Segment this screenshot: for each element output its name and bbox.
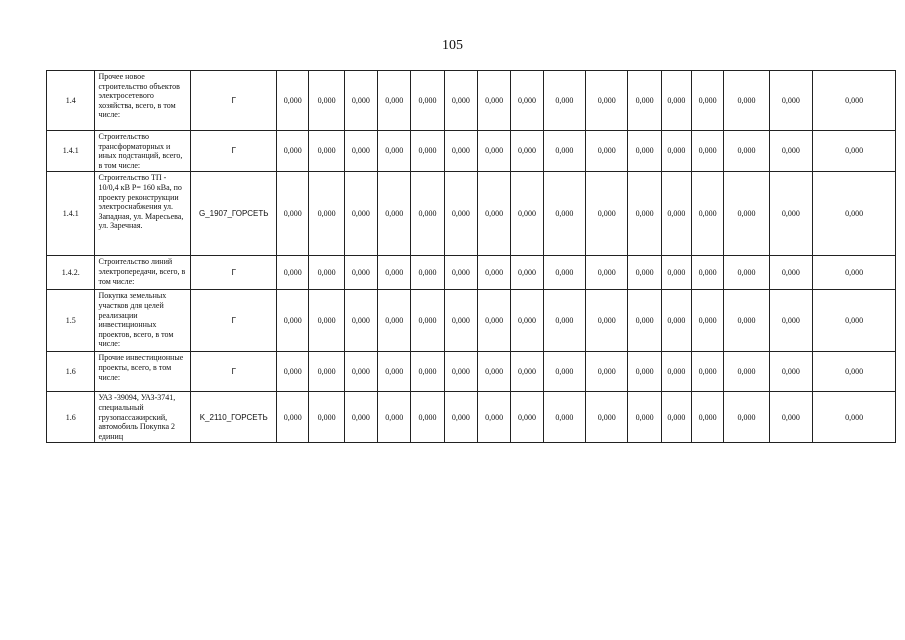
value-cell: 0,000 xyxy=(813,131,896,172)
value-cell: 0,000 xyxy=(277,131,309,172)
value-cell: 0,000 xyxy=(511,352,543,392)
row-name: Строительство ТП - 10/0,4 кВ Р= 160 кВа, по проекту реконструкции электроснабжения ул. Западная, ул. Маресьева, ул. Заречная. xyxy=(95,172,191,256)
value-cell: 0,000 xyxy=(661,352,691,392)
value-cell: 0,000 xyxy=(411,71,444,131)
row-code: Г xyxy=(191,256,277,290)
value-cell: 0,000 xyxy=(661,172,691,256)
value-cell: 0,000 xyxy=(277,352,309,392)
value-cell: 0,000 xyxy=(411,290,444,352)
value-cell: 0,000 xyxy=(277,290,309,352)
value-cell: 0,000 xyxy=(411,352,444,392)
value-cell: 0,000 xyxy=(344,352,377,392)
value-cell: 0,000 xyxy=(309,172,344,256)
row-id: 1.6 xyxy=(47,352,95,392)
row-code: Г xyxy=(191,71,277,131)
value-cell: 0,000 xyxy=(813,392,896,443)
value-cell: 0,000 xyxy=(444,131,477,172)
value-cell: 0,000 xyxy=(309,256,344,290)
value-cell: 0,000 xyxy=(628,172,661,256)
value-cell: 0,000 xyxy=(478,392,511,443)
value-cell: 0,000 xyxy=(511,290,543,352)
value-cell: 0,000 xyxy=(724,256,769,290)
investment-table xyxy=(46,70,896,443)
value-cell: 0,000 xyxy=(661,290,691,352)
value-cell: 0,000 xyxy=(661,71,691,131)
value-cell: 0,000 xyxy=(724,392,769,443)
value-cell: 0,000 xyxy=(813,352,896,392)
value-cell: 0,000 xyxy=(813,71,896,131)
row-id: 1.4.1 xyxy=(47,131,95,172)
value-cell: 0,000 xyxy=(309,392,344,443)
value-cell: 0,000 xyxy=(378,172,411,256)
row-code: K_2110_ГОРСЕТЬ xyxy=(191,392,277,443)
value-cell: 0,000 xyxy=(769,352,812,392)
value-cell: 0,000 xyxy=(344,392,377,443)
value-cell: 0,000 xyxy=(769,256,812,290)
value-cell: 0,000 xyxy=(478,172,511,256)
value-cell: 0,000 xyxy=(692,290,724,352)
value-cell: 0,000 xyxy=(692,392,724,443)
value-cell: 0,000 xyxy=(444,352,477,392)
row-name: Прочие инвестиционные проекты, всего, в том числе: xyxy=(95,352,191,392)
value-cell: 0,000 xyxy=(411,256,444,290)
value-cell: 0,000 xyxy=(628,71,661,131)
value-cell: 0,000 xyxy=(309,131,344,172)
value-cell: 0,000 xyxy=(478,71,511,131)
value-cell: 0,000 xyxy=(378,131,411,172)
value-cell: 0,000 xyxy=(543,71,585,131)
value-cell: 0,000 xyxy=(444,392,477,443)
row-name: УАЗ -39094, УАЗ-3741, специальный грузопассажирский, автомобиль Покупка 2 единиц xyxy=(95,392,191,443)
value-cell: 0,000 xyxy=(543,131,585,172)
row-name: Строительство линий электропередачи, всего, в том числе: xyxy=(95,256,191,290)
value-cell: 0,000 xyxy=(444,172,477,256)
value-cell: 0,000 xyxy=(511,71,543,131)
row-code: Г xyxy=(191,131,277,172)
value-cell: 0,000 xyxy=(586,290,628,352)
value-cell: 0,000 xyxy=(378,256,411,290)
value-cell: 0,000 xyxy=(478,352,511,392)
value-cell: 0,000 xyxy=(543,290,585,352)
value-cell: 0,000 xyxy=(661,256,691,290)
table-row xyxy=(47,256,896,290)
value-cell: 0,000 xyxy=(277,71,309,131)
value-cell: 0,000 xyxy=(543,352,585,392)
value-cell: 0,000 xyxy=(813,290,896,352)
value-cell: 0,000 xyxy=(511,256,543,290)
value-cell: 0,000 xyxy=(628,392,661,443)
table-row xyxy=(47,172,896,256)
row-code: G_1907_ГОРСЕТЬ xyxy=(191,172,277,256)
value-cell: 0,000 xyxy=(724,172,769,256)
value-cell: 0,000 xyxy=(769,392,812,443)
value-cell: 0,000 xyxy=(543,256,585,290)
value-cell: 0,000 xyxy=(692,131,724,172)
value-cell: 0,000 xyxy=(511,131,543,172)
value-cell: 0,000 xyxy=(586,71,628,131)
value-cell: 0,000 xyxy=(769,71,812,131)
value-cell: 0,000 xyxy=(411,172,444,256)
value-cell: 0,000 xyxy=(344,290,377,352)
value-cell: 0,000 xyxy=(344,256,377,290)
value-cell: 0,000 xyxy=(692,71,724,131)
value-cell: 0,000 xyxy=(478,290,511,352)
value-cell: 0,000 xyxy=(444,290,477,352)
value-cell: 0,000 xyxy=(511,392,543,443)
value-cell: 0,000 xyxy=(378,290,411,352)
value-cell: 0,000 xyxy=(411,392,444,443)
value-cell: 0,000 xyxy=(628,131,661,172)
value-cell: 0,000 xyxy=(543,172,585,256)
value-cell: 0,000 xyxy=(724,71,769,131)
value-cell: 0,000 xyxy=(769,290,812,352)
value-cell: 0,000 xyxy=(478,256,511,290)
value-cell: 0,000 xyxy=(586,352,628,392)
value-cell: 0,000 xyxy=(724,290,769,352)
row-id: 1.4.2. xyxy=(47,256,95,290)
row-id: 1.4.1 xyxy=(47,172,95,256)
value-cell: 0,000 xyxy=(277,172,309,256)
value-cell: 0,000 xyxy=(511,172,543,256)
row-code: Г xyxy=(191,290,277,352)
value-cell: 0,000 xyxy=(309,71,344,131)
value-cell: 0,000 xyxy=(478,131,511,172)
value-cell: 0,000 xyxy=(444,256,477,290)
table-row xyxy=(47,392,896,443)
value-cell: 0,000 xyxy=(628,352,661,392)
value-cell: 0,000 xyxy=(661,131,691,172)
table-row xyxy=(47,71,896,131)
value-cell: 0,000 xyxy=(309,352,344,392)
value-cell: 0,000 xyxy=(586,131,628,172)
row-code: Г xyxy=(191,352,277,392)
row-name: Покупка земельных участков для целей реализации инвестиционных проектов, всего, в том числе: xyxy=(95,290,191,352)
value-cell: 0,000 xyxy=(628,256,661,290)
value-cell: 0,000 xyxy=(543,392,585,443)
value-cell: 0,000 xyxy=(444,71,477,131)
value-cell: 0,000 xyxy=(692,352,724,392)
table-row xyxy=(47,352,896,392)
value-cell: 0,000 xyxy=(769,172,812,256)
value-cell: 0,000 xyxy=(692,256,724,290)
value-cell: 0,000 xyxy=(344,71,377,131)
value-cell: 0,000 xyxy=(411,131,444,172)
value-cell: 0,000 xyxy=(378,352,411,392)
value-cell: 0,000 xyxy=(724,131,769,172)
row-id: 1.5 xyxy=(47,290,95,352)
value-cell: 0,000 xyxy=(378,71,411,131)
value-cell: 0,000 xyxy=(661,392,691,443)
value-cell: 0,000 xyxy=(277,392,309,443)
row-name: Строительство трансформаторных и иных подстанций, всего, в том числе: xyxy=(95,131,191,172)
value-cell: 0,000 xyxy=(586,172,628,256)
value-cell: 0,000 xyxy=(344,172,377,256)
value-cell: 0,000 xyxy=(344,131,377,172)
row-id: 1.6 xyxy=(47,392,95,443)
row-id: 1.4 xyxy=(47,71,95,131)
value-cell: 0,000 xyxy=(724,352,769,392)
value-cell: 0,000 xyxy=(813,256,896,290)
table-row xyxy=(47,131,896,172)
value-cell: 0,000 xyxy=(277,256,309,290)
value-cell: 0,000 xyxy=(586,392,628,443)
row-name: Прочее новое строительство объектов электросетевого хозяйства, всего, в том числе: xyxy=(95,71,191,131)
table-row xyxy=(47,290,896,352)
value-cell: 0,000 xyxy=(769,131,812,172)
value-cell: 0,000 xyxy=(309,290,344,352)
value-cell: 0,000 xyxy=(628,290,661,352)
value-cell: 0,000 xyxy=(586,256,628,290)
value-cell: 0,000 xyxy=(813,172,896,256)
value-cell: 0,000 xyxy=(692,172,724,256)
value-cell: 0,000 xyxy=(378,392,411,443)
page-number: 105 xyxy=(442,38,463,53)
